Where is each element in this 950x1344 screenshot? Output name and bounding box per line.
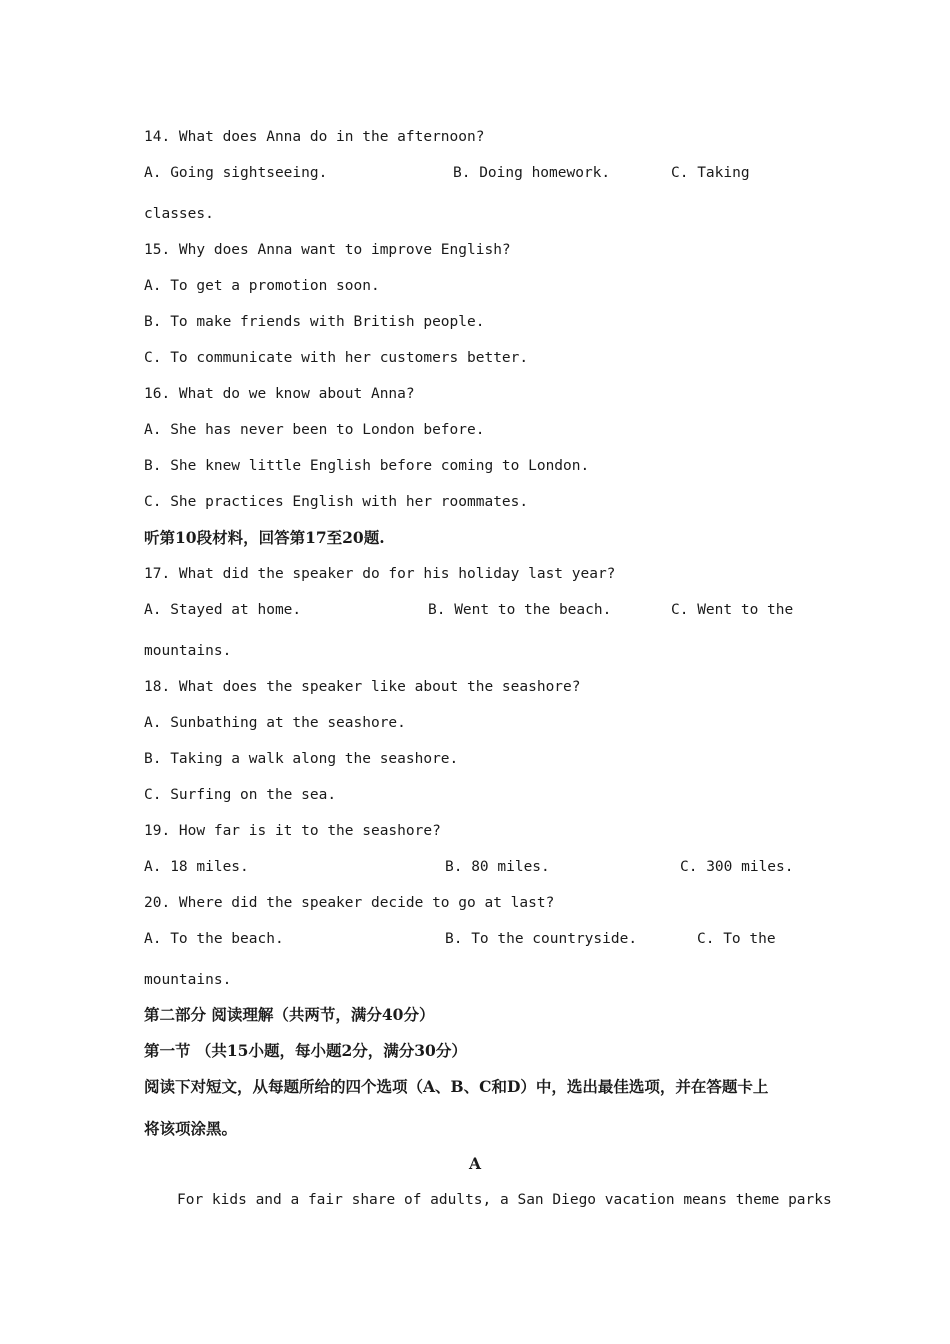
q17-option-c-continued: mountains. — [144, 643, 232, 659]
question-19: 19. How far is it to the seashore? — [144, 823, 441, 839]
q20-option-a: A. To the beach. — [144, 931, 284, 947]
q17-option-c: C. Went to the — [671, 602, 794, 618]
q19-option-c: C. 300 miles. — [680, 859, 794, 875]
q14-option-c-continued: classes. — [144, 206, 214, 222]
q15-option-b: B. To make friends with British people. — [144, 314, 485, 330]
q16-option-a: A. She has never been to London before. — [144, 422, 485, 438]
question-20: 20. Where did the speaker decide to go at last? — [144, 895, 555, 911]
q14-option-c: C. Taking — [671, 165, 750, 181]
part-2-heading: 第二部分 阅读理解（共两节，满分40分） — [144, 1005, 435, 1024]
question-16: 16. What do we know about Anna? — [144, 386, 415, 402]
q15-option-c: C. To communicate with her customers better. — [144, 350, 529, 366]
instructions-line-1: 阅读下对短文，从每题所给的四个选项（A、B、C和D）中，选出最佳选项，并在答题卡上 — [144, 1077, 769, 1096]
q17-option-b: B. Went to the beach. — [428, 602, 612, 618]
q14-option-a: A. Going sightseeing. — [144, 165, 328, 181]
passage-first-line: For kids and a fair share of adults, a San Diego vacation means theme parks — [177, 1192, 832, 1208]
q19-option-a: A. 18 miles. — [144, 859, 249, 875]
q18-option-a: A. Sunbathing at the seashore. — [144, 715, 406, 731]
q20-option-b: B. To the countryside. — [445, 931, 638, 947]
q20-option-c-continued: mountains. — [144, 972, 232, 988]
passage-label: A — [468, 1154, 482, 1173]
q18-option-b: B. Taking a walk along the seashore. — [144, 751, 459, 767]
question-14: 14. What does Anna do in the afternoon? — [144, 129, 485, 145]
question-17: 17. What did the speaker do for his holiday last year? — [144, 566, 616, 582]
q20-option-c: C. To the — [697, 931, 776, 947]
q16-option-c: C. She practices English with her roommates. — [144, 494, 529, 510]
section-10-heading: 听第10段材料，回答第17至20题. — [144, 528, 385, 547]
q19-option-b: B. 80 miles. — [445, 859, 550, 875]
q16-option-b: B. She knew little English before coming to London. — [144, 458, 590, 474]
q15-option-a: A. To get a promotion soon. — [144, 278, 380, 294]
question-15: 15. Why does Anna want to improve English? — [144, 242, 511, 258]
q14-option-b: B. Doing homework. — [453, 165, 611, 181]
section-1-heading: 第一节 （共15小题，每小题2分，满分30分） — [144, 1041, 467, 1060]
q18-option-c: C. Surfing on the sea. — [144, 787, 337, 803]
q17-option-a: A. Stayed at home. — [144, 602, 302, 618]
question-18: 18. What does the speaker like about the seashore? — [144, 679, 581, 695]
instructions-line-2: 将该项涂黑。 — [144, 1119, 238, 1138]
